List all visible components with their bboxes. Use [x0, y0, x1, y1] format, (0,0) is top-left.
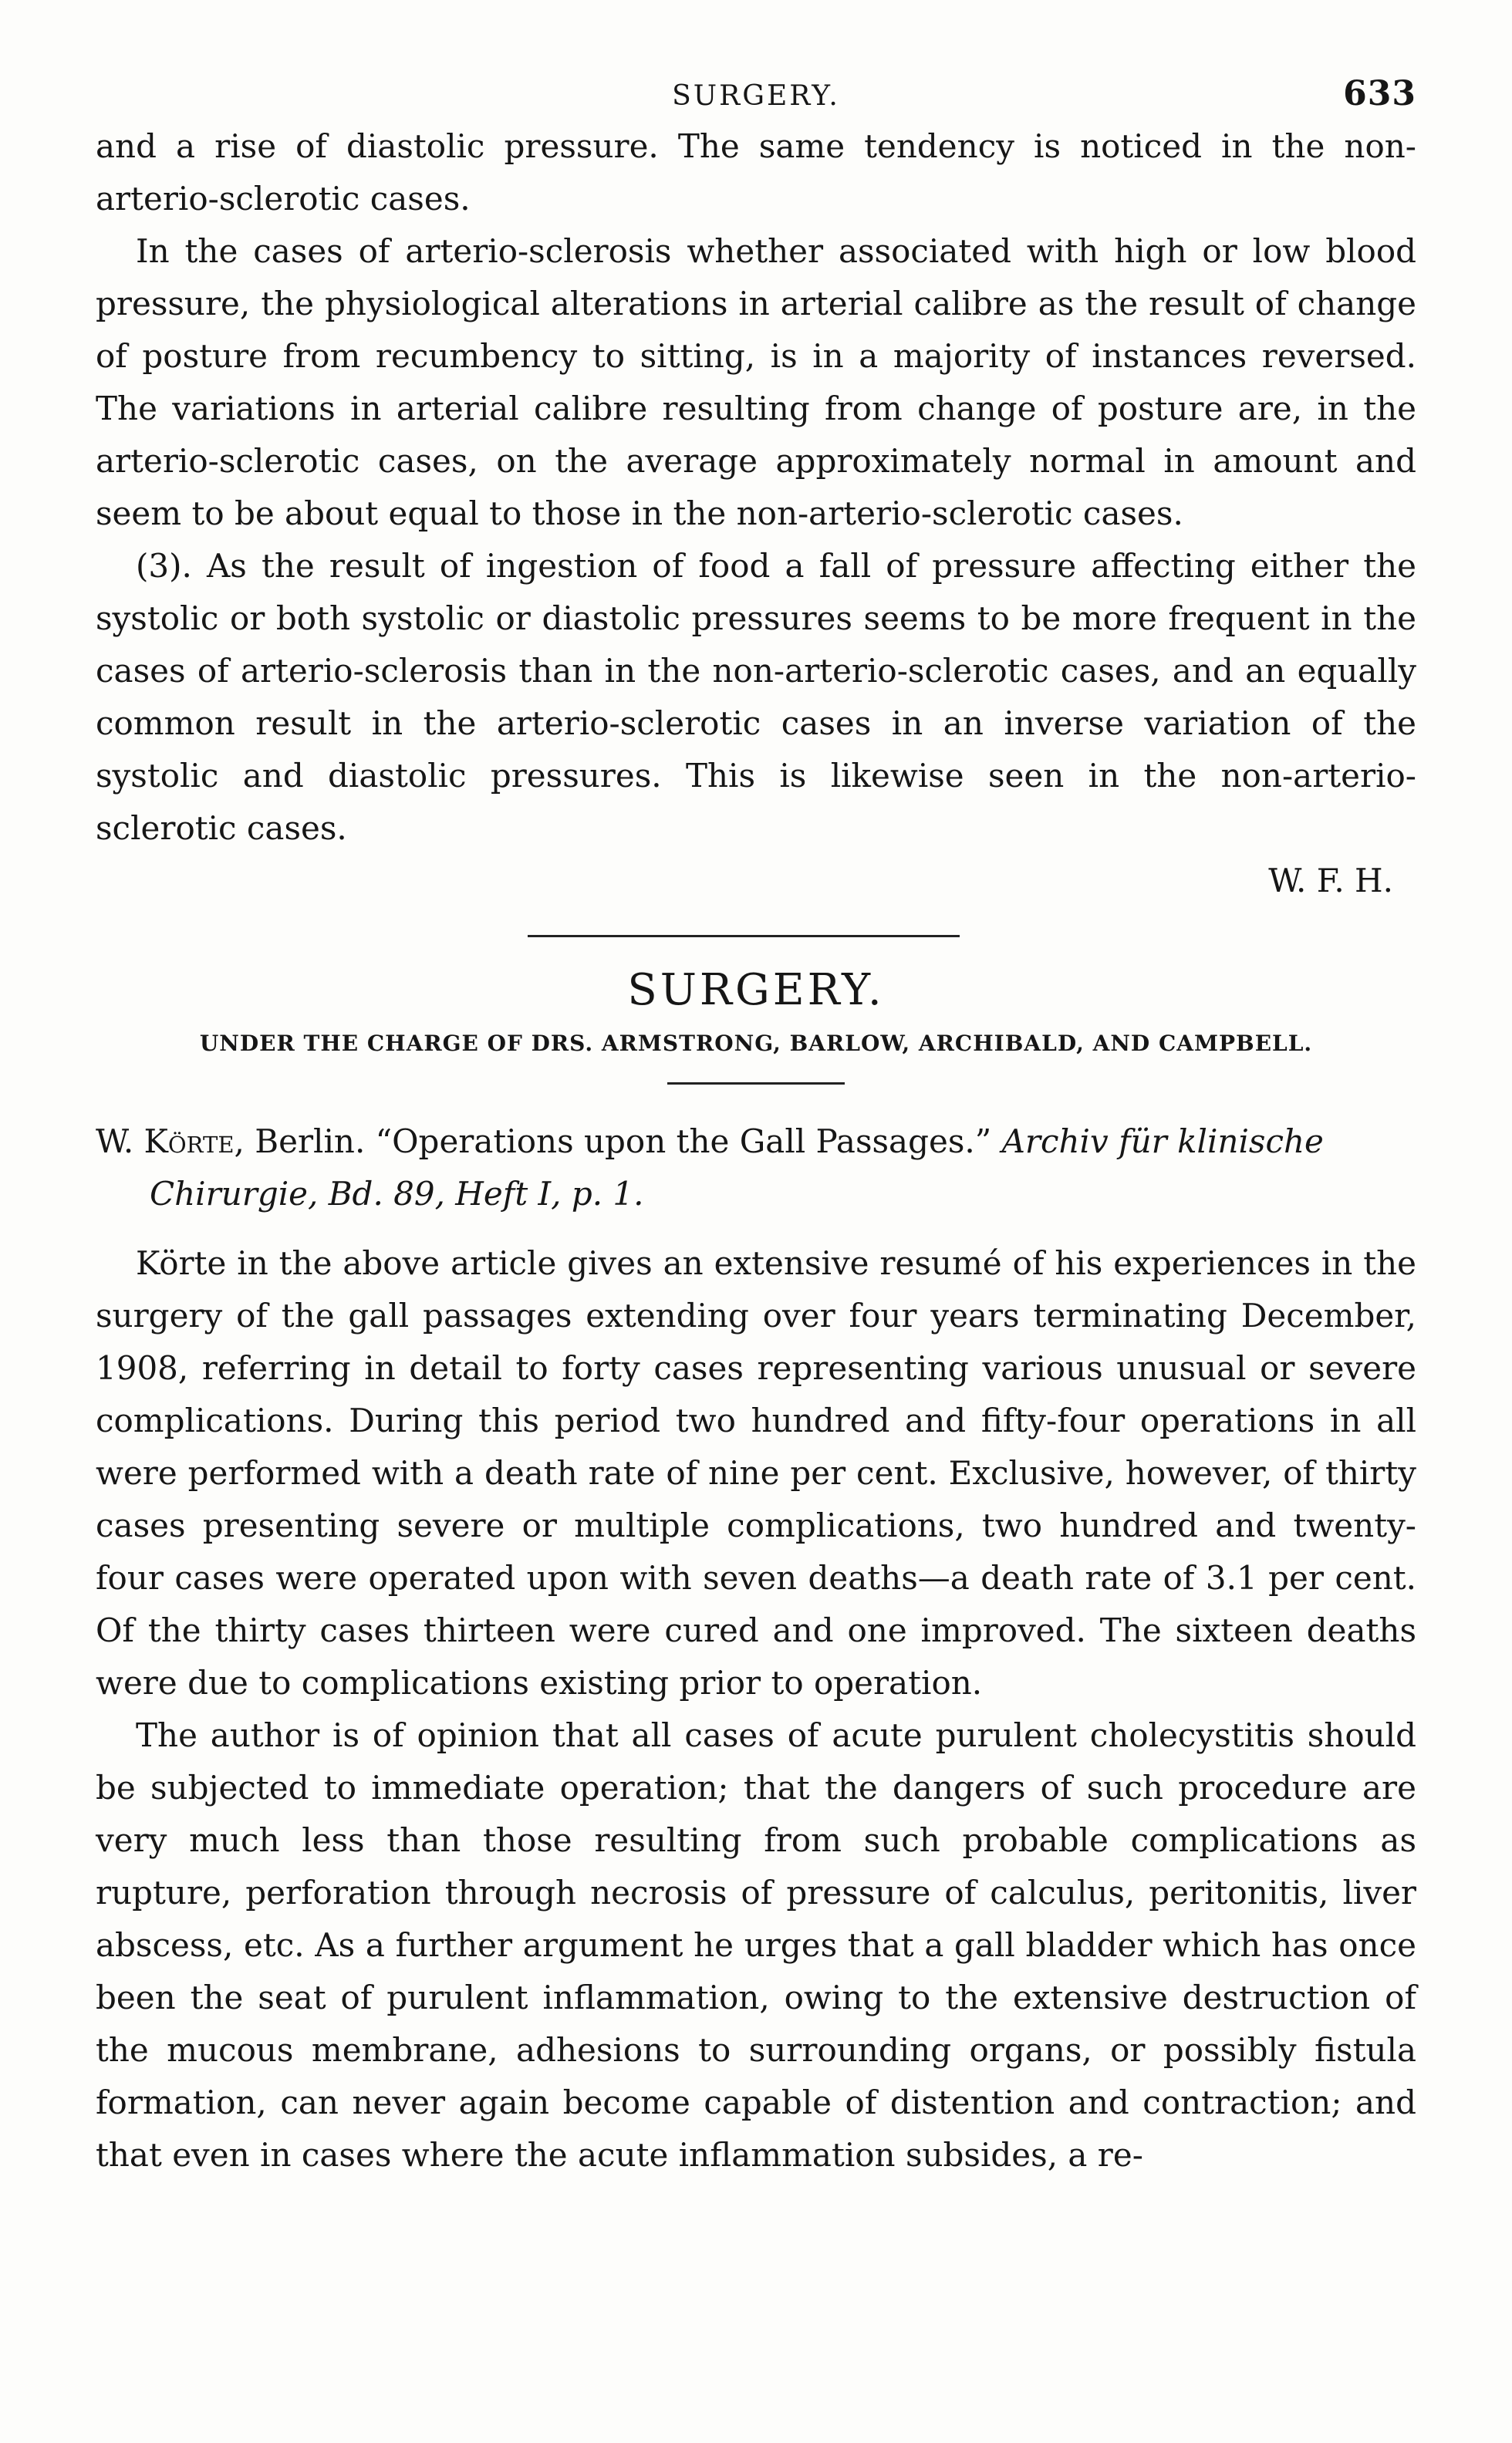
paragraph-posture: In the cases of arterio-sclerosis whether associated with high or low blood pressure, the physiological alterations in arterial calibre as the result of change of posture from recumbency to sitting, is in a majority of instances reversed. The variations in arterial calibre resulting from change of posture are, in the arterio-sclerotic cases, on the average approximately normal in amount and seem to be about equal to those in the non-arterio-sclerotic cases. — [96, 232, 1416, 532]
paragraph-ingestion: (3). As the result of ingestion of food a fall of pressure affecting either the systolic or both systolic or diastolic pressures seems to be more frequent in the cases of arterio-sclerosis than in the non-arterio-sclerotic cases, and an equally common result in the arterio-sclerotic cases in an inverse variation of the systolic and diastolic pressures. This is likewise seen in the non-arterio-sclerotic cases. — [96, 547, 1416, 847]
section-subtitle: UNDER THE CHARGE OF DRS. ARMSTRONG, BARLOW, ARCHIBALD, AND CAMPBELL. — [199, 1031, 1313, 1056]
section-title: SURGERY. — [627, 965, 885, 1015]
paragraph-author-opinion: The author is of opinion that all cases of acute purulent cholecystitis should be subjected to immediate operation; that the dangers of such procedure are very much less than those resulting from such probable complications as rupture, perforation through necrosis of pressure of calculus, peritonitis, liver abscess, etc. As a further argument he urges that a gall bladder which has once been the seat of purulent inflammation, owing to the extensive destruction of the mucous membrane, adhesions to surrounding organs, or possibly fistula formation, can never again become capable of distention and contraction; and that even in cases where the acute inflammation subsides, a re- — [96, 1716, 1416, 2174]
article-citation — [96, 1115, 1416, 1220]
author-signature: W. F. H. — [1268, 862, 1393, 899]
running-head — [96, 74, 1416, 120]
citation-place: , Berlin. — [234, 1122, 366, 1160]
subsection-divider — [667, 1082, 845, 1085]
document-page — [96, 74, 1416, 2181]
running-head-title: SURGERY. — [672, 80, 840, 112]
citation-article-title: “Operations upon the Gall Passages.” — [375, 1122, 992, 1160]
citation-author: W. Körte — [96, 1122, 235, 1160]
paragraph-korte-summary: Körte in the above article gives an extensive resumé of his experiences in the surgery of the gall passages extending over four years terminating December, 1908, referring in detail to forty cases representing various unusual or severe complications. During this period two hundred and fifty-four operations in all were performed with a death rate of nine per cent. Exclusive, however, of thirty cases presenting severe or multiple complications, two hundred and twenty-four cases were operated upon with seven deaths—a death rate of 3.1 per cent. Of the thirty cases thirteen were cured and one improved. The sixteen deaths were due to complications existing prior to operation. — [96, 1244, 1416, 1702]
page-number: 633 — [1343, 74, 1416, 113]
citation-journal: Archiv für klinische Chirurgie, Bd. 89, Heft I, p. 1. — [150, 1122, 1324, 1213]
section-divider — [528, 935, 960, 937]
paragraph-continuation: and a rise of diastolic pressure. The same tendency is noticed in the non-arterio-sclerotic cases. — [96, 127, 1416, 218]
